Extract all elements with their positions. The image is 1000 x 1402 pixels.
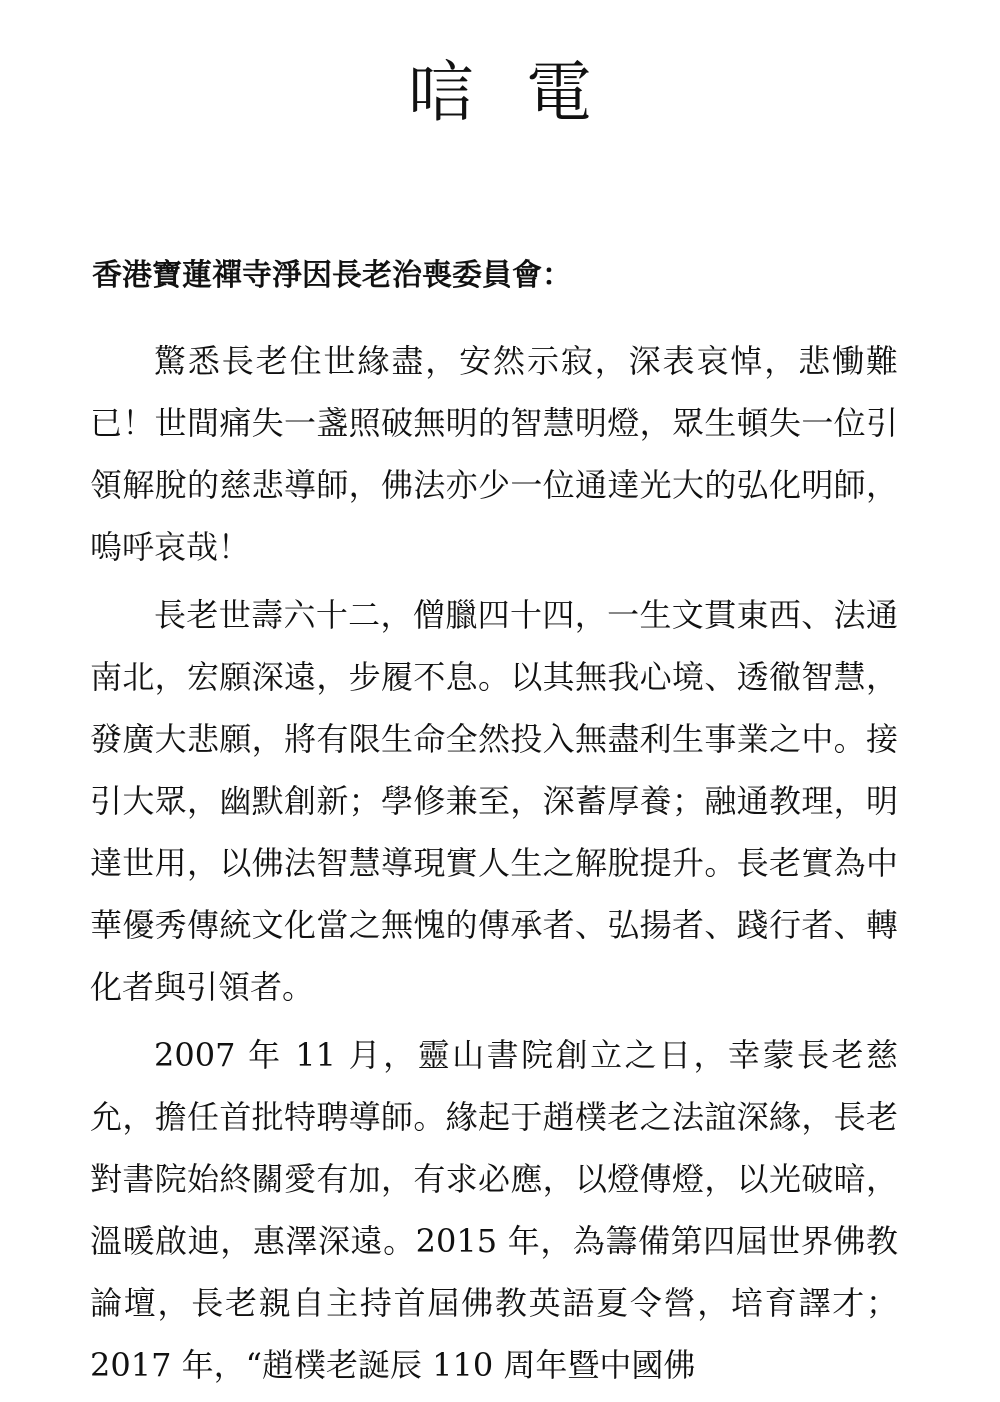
letter-body	[90, 330, 898, 1402]
addressee-line: 香港寶蓮禪寺淨因長老治喪委員會：	[92, 258, 572, 293]
paragraph-lingshan-academy: 2007 年 11 月，靈山書院創立之日，幸蒙長老慈允，擔任首批特聘導師。緣起于趙樸老之法誼深緣，長老對書院始終關愛有加，有求必應，以燈傳燈，以光破暗，溫暖啟迪，惠澤深遠。2015 年，為籌備第四屆世界佛教論壇，長老親自主持首屆佛教英語夏令營，培育譯才；2017 年，“趙樸老誕辰 110 周年暨中國佛	[90, 1036, 898, 1384]
paragraph-biography: 長老世壽六十二，僧臘四十四，一生文貫東西、法通南北，宏願深遠，步履不息。以其無我心境、透徹智慧，發廣大悲願，將有限生命全然投入無盡利生事業之中。接引大眾，幽默創新；學修兼至，深蓄厚養；融通教理，明達世用，以佛法智慧導現實人生之解脫提升。長老實為中華優秀傳統文化當之無愧的傳承者、弘揚者、踐行者、轉化者與引領者。	[90, 596, 898, 1006]
document-title: 唁電	[408, 54, 644, 131]
paragraph-condolence: 驚悉長老住世緣盡，安然示寂，深表哀悼，悲慟難已！世間痛失一盞照破無明的智慧明燈，眾生頓失一位引領解脫的慈悲導師，佛法亦少一位通達光大的弘化明師，嗚呼哀哉！	[90, 342, 898, 566]
